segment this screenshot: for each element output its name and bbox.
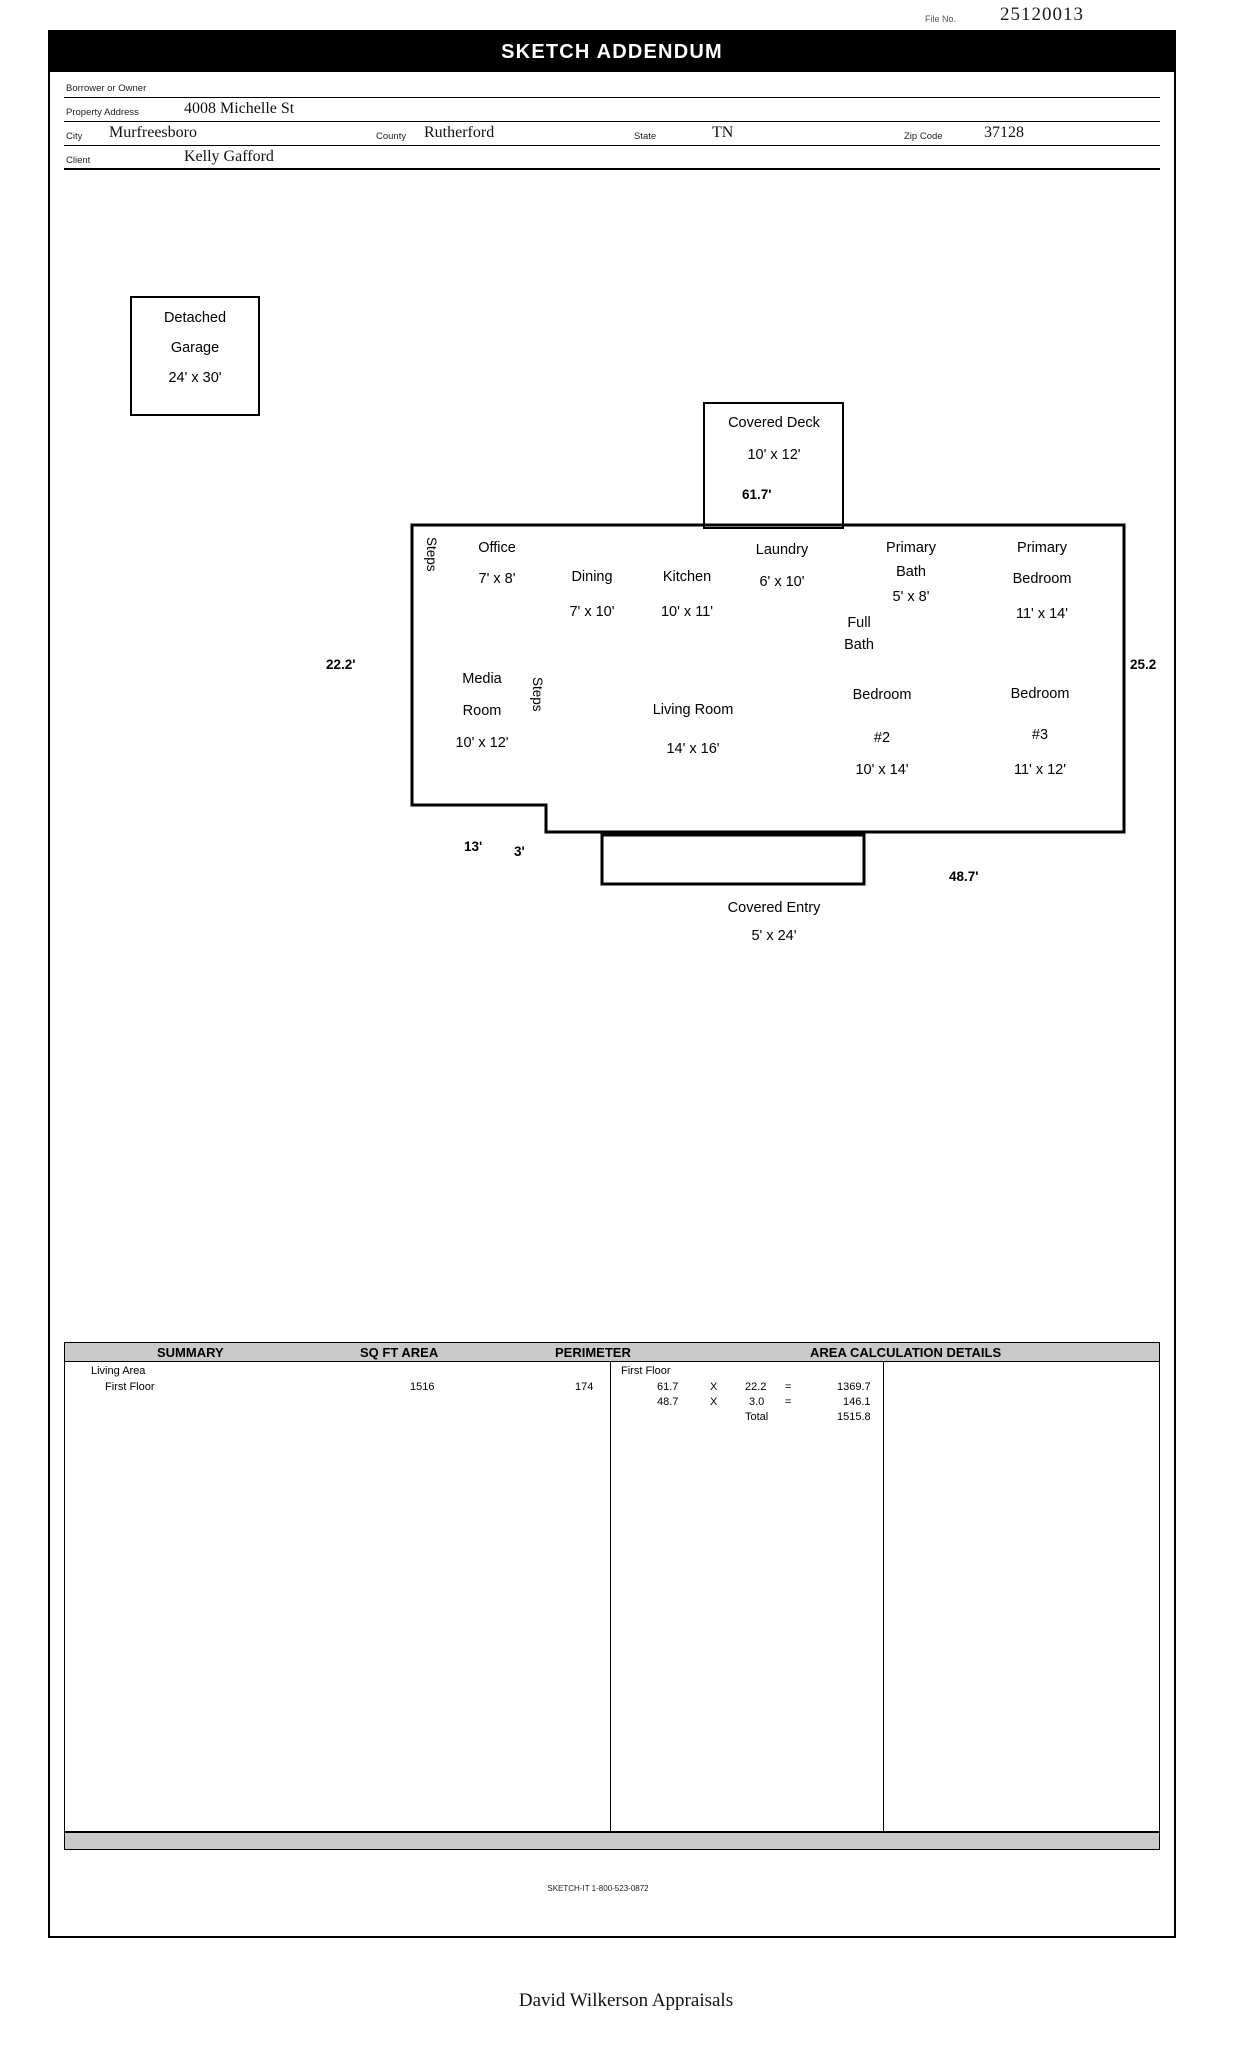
city-county-state-zip-row [64, 122, 1160, 146]
media-room-line1: Media [462, 671, 502, 687]
living-area-label: Living Area [91, 1365, 146, 1377]
property-address-row [64, 98, 1160, 122]
state-label: State [634, 131, 657, 142]
covered-entry-line1: Covered Entry [727, 900, 821, 916]
row-first-floor-perimeter: 174 [575, 1381, 594, 1393]
dim-bottom-left-13: 13' [464, 839, 483, 854]
detail-line2-b: 3.0 [749, 1396, 765, 1408]
borrower-row [64, 74, 1160, 98]
laundry-line1: Laundry [755, 542, 809, 558]
garage-label-line3: 24' x 30' [168, 370, 222, 386]
garage-label-line2: Garage [170, 340, 220, 356]
detail-line1-x: X [710, 1381, 718, 1393]
header-summary: SUMMARY [157, 1345, 224, 1360]
detail-line1-a: 61.7 [657, 1381, 679, 1393]
kitchen-line1: Kitchen [662, 569, 712, 585]
steps-left-label: Steps [424, 537, 439, 572]
file-number-label: File No. [925, 14, 957, 24]
file-number-value: 25120013 [1000, 4, 1084, 25]
city-label: City [66, 131, 83, 142]
summary-header-row [64, 1342, 1160, 1362]
page-title: SKETCH ADDENDUM [50, 32, 1174, 72]
detail-total-label: Total [745, 1411, 769, 1423]
kitchen-line2: 10' x 11' [660, 604, 714, 620]
zip-value: 37128 [984, 124, 1024, 141]
covered-entry-line2: 5' x 24' [751, 928, 797, 944]
header-perimeter: PERIMETER [555, 1345, 631, 1360]
zip-label: Zip Code [904, 131, 943, 142]
garage-label-line1: Detached [163, 310, 227, 326]
header-sqft: SQ FT AREA [360, 1345, 439, 1360]
client-label: Client [66, 155, 91, 166]
sketchit-credit: SKETCH-IT 1-800-523-0872 [547, 1884, 649, 1893]
borrower-label: Borrower or Owner [66, 83, 147, 94]
bedroom2-line2: #2 [873, 730, 891, 746]
primary-bath-line3: 5' x 8' [892, 589, 930, 605]
detail-line1-result: 1369.7 [837, 1381, 871, 1393]
bedroom2-line3: 10' x 14' [855, 762, 909, 778]
laundry-line2: 6' x 10' [759, 574, 805, 590]
form-frame [48, 30, 1176, 1938]
state-value: TN [712, 124, 734, 141]
media-room-line2: Room [462, 703, 502, 719]
primary-bath-line1: Primary [886, 540, 936, 556]
company-footer: David Wilkerson Appraisals [518, 1990, 734, 2011]
living-room-line1: Living Room [652, 702, 734, 718]
office-line2: 7' x 8' [478, 571, 516, 587]
property-address-value: 4008 Michelle St [184, 100, 295, 117]
bedroom3-line1: Bedroom [1010, 686, 1070, 702]
covered-deck-line2: 10' x 12' [747, 447, 801, 463]
detail-line1-b: 22.2 [745, 1381, 767, 1393]
county-label: County [376, 131, 407, 142]
dim-bottom-notch-3: 3' [514, 844, 525, 859]
covered-deck-line1: Covered Deck [728, 415, 820, 431]
detail-line2-a: 48.7 [657, 1396, 679, 1408]
floor-plan-sketch [64, 172, 1160, 1352]
county-value: Rutherford [424, 124, 495, 141]
steps-mid-label: Steps [530, 677, 545, 712]
primary-bedroom-line2: Bedroom [1012, 571, 1072, 587]
client-row [64, 146, 1160, 170]
dining-line1: Dining [571, 569, 613, 585]
bedroom2-line1: Bedroom [852, 687, 912, 703]
detail-line2-x: X [710, 1396, 718, 1408]
dim-top-61-7: 61.7' [742, 487, 772, 502]
media-room-line3: 10' x 12' [455, 735, 509, 751]
summary-table [64, 1342, 1160, 1872]
detail-total-value: 1515.8 [837, 1411, 871, 1423]
header-area-calc: AREA CALCULATION DETAILS [810, 1345, 1002, 1360]
full-bath-line2: Bath [844, 637, 874, 653]
detail-title: First Floor [621, 1365, 671, 1377]
primary-bath-line2: Bath [896, 564, 926, 580]
primary-bedroom-line1: Primary [1017, 540, 1067, 556]
dim-left-22-2: 22.2' [326, 657, 356, 672]
bedroom3-line3: 11' x 12' [1013, 762, 1067, 778]
summary-body [64, 1362, 1160, 1832]
primary-bedroom-line3: 11' x 14' [1015, 606, 1069, 622]
city-value: Murfreesboro [109, 124, 197, 141]
divider-2 [883, 1362, 884, 1832]
row-first-floor-sqft: 1516 [410, 1381, 435, 1393]
file-number [900, 4, 1200, 30]
row-first-floor-name: First Floor [105, 1381, 155, 1393]
detail-line1-eq: = [785, 1381, 792, 1393]
divider-1 [610, 1362, 611, 1832]
property-address-label: Property Address [66, 107, 139, 118]
dining-line2: 7' x 10' [569, 604, 615, 620]
living-room-line2: 14' x 16' [666, 741, 720, 757]
dim-right-25-2: 25.2 [1130, 657, 1157, 672]
summary-footer-bar [64, 1832, 1160, 1850]
office-line1: Office [478, 540, 516, 556]
full-bath-line1: Full [847, 615, 871, 631]
bedroom3-line2: #3 [1031, 727, 1049, 743]
dim-bottom-right-48-7: 48.7' [949, 869, 979, 884]
detail-line2-result: 146.1 [843, 1396, 871, 1408]
client-value: Kelly Gafford [184, 148, 274, 165]
detail-line2-eq: = [785, 1396, 792, 1408]
